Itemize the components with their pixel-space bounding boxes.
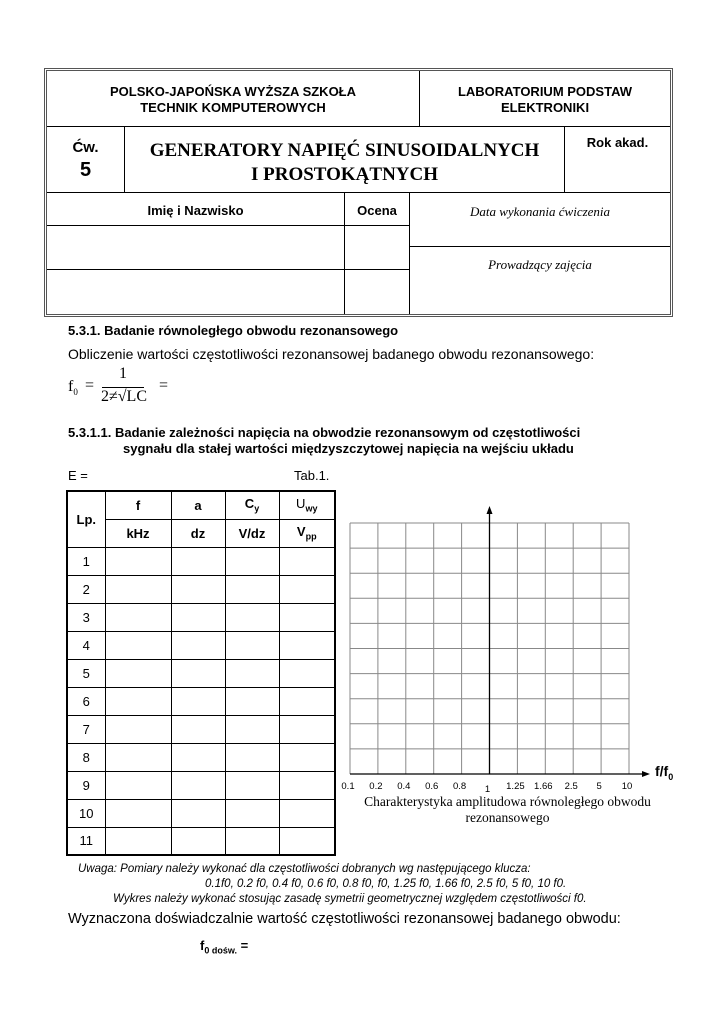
- result-f-sub: 0 dośw.: [204, 945, 238, 956]
- x-tick-label: 0.2: [369, 781, 383, 792]
- note: [78, 862, 678, 907]
- formula-f: f: [68, 378, 74, 395]
- note-line2: 0.1f0, 0.2 f0, 0.4 f0, 0.6 f0, 0.8 f0, f0, 1.25 f0, 1.66 f0, 2.5 f0, 5 f0, 10 f0.: [205, 878, 567, 890]
- x-tick-label: 0.8: [452, 781, 467, 792]
- header-cy-sub: y: [254, 504, 260, 515]
- caption-line2: rezonansowego: [465, 810, 550, 825]
- row-number: 1: [67, 547, 105, 575]
- row-number: 2: [67, 575, 105, 603]
- row-number: 4: [67, 631, 105, 659]
- formula-equals-2: =: [159, 377, 169, 394]
- unit-vdz: V/dz: [225, 519, 279, 547]
- header-uwy-sub: wy: [305, 504, 318, 515]
- x-tick-label: 1: [484, 784, 491, 795]
- x-tick-label: 0.4: [397, 781, 411, 792]
- result-f0: [200, 938, 248, 956]
- x-tick-label: 10: [621, 781, 633, 792]
- lp-header: Lp.: [67, 491, 105, 547]
- row-number: 3: [67, 603, 105, 631]
- x-tick-label: 1.25: [506, 781, 525, 792]
- formula-equals: =: [85, 377, 95, 394]
- unit-dz: dz: [171, 519, 225, 547]
- row-number: 5: [67, 659, 105, 687]
- note-line1: Uwaga: Pomiary należy wykonać dla częstotliwości dobranych wg następującego klucza:: [78, 863, 531, 875]
- note-line3: Wykres należy wykonać stosując zasadę symetrii geometrycznej względem częstotliwości f0.: [113, 893, 587, 905]
- lab-line2: ELEKTRONIKI: [500, 100, 590, 115]
- lab-line1: LABORATORIUM PODSTAW: [457, 84, 633, 99]
- formula-numerator: 1: [119, 365, 127, 382]
- row-number: 9: [67, 771, 105, 799]
- title-line2: I PROSTOKĄTNYCH: [250, 164, 439, 185]
- unit-vpp-sub: pp: [305, 531, 317, 542]
- unit-khz: kHz: [105, 519, 171, 547]
- school-line2: TECHNIK KOMPUTEROWYCH: [140, 100, 326, 115]
- x-axis-arrow-icon: [642, 771, 650, 777]
- table-label: Tab.1.: [294, 468, 330, 483]
- date-label: Data wykonania ćwiczenia: [469, 204, 611, 219]
- x-axis-label: [655, 763, 673, 782]
- result-eq: =: [240, 938, 249, 953]
- header-f-text: f: [135, 497, 141, 513]
- x-tick-label: 1.66: [534, 781, 553, 792]
- row-number: 11: [67, 827, 105, 855]
- subsection-heading-line1: 5.3.1.1. Badanie zależności napięcia na obwodzie rezonansowym od częstotliwości: [68, 425, 581, 440]
- header-uwy-text: U: [296, 496, 306, 512]
- name-label: Imię i Nazwisko: [147, 203, 244, 218]
- caption-line1: Charakterystyka amplitudowa równoległego obwodu: [364, 794, 651, 809]
- exercise-label: Ćw.: [72, 139, 99, 156]
- formula-sub: 0: [73, 387, 78, 398]
- academic-year-label: Rok akad.: [586, 135, 649, 150]
- header-cy-text: C: [244, 496, 255, 512]
- x-tick-label: 0.6: [425, 781, 439, 792]
- row-number: 6: [67, 687, 105, 715]
- result-f: f: [200, 938, 205, 953]
- row-number: 7: [67, 715, 105, 743]
- e-label: E =: [68, 468, 88, 483]
- x-tick-label: 0.1: [341, 781, 355, 792]
- result-text: Wyznaczona doświadczalnie wartość częstotliwości rezonansowej badanego obwodu:: [68, 911, 621, 927]
- unit-vpp-text: V: [296, 524, 306, 540]
- row-number: 10: [67, 799, 105, 827]
- y-axis-arrow-icon: [487, 506, 493, 514]
- formula-denominator: 2≠√LC: [100, 388, 147, 405]
- exercise-number: 5: [79, 159, 92, 181]
- subsection-heading-line2: sygnału dla stałej wartości międzyszczytowej napięcia na wejściu układu: [123, 441, 574, 456]
- row-number: 8: [67, 743, 105, 771]
- x-axis-label-text: f/f: [655, 763, 669, 779]
- intro-text: Obliczenie wartości częstotliwości rezonansowej badanego obwodu rezonansowego:: [68, 346, 595, 362]
- graph-caption: [330, 794, 685, 826]
- x-axis-label-sub: 0: [668, 771, 674, 782]
- x-tick-label: 5: [596, 781, 602, 792]
- title-line1: GENERATORY NAPIĘĆ SINUSOIDALNYCH: [149, 140, 540, 161]
- header-a-text: a: [194, 497, 202, 513]
- section-heading: 5.3.1. Badanie równoległego obwodu rezonansowego: [68, 323, 399, 338]
- school-line1: POLSKO-JAPOŃSKA WYŻSZA SZKOŁA: [109, 84, 357, 99]
- instructor-label: Prowadzący zajęcia: [488, 257, 592, 272]
- grade-label: Ocena: [357, 203, 397, 218]
- x-tick-label: 2.5: [564, 781, 578, 792]
